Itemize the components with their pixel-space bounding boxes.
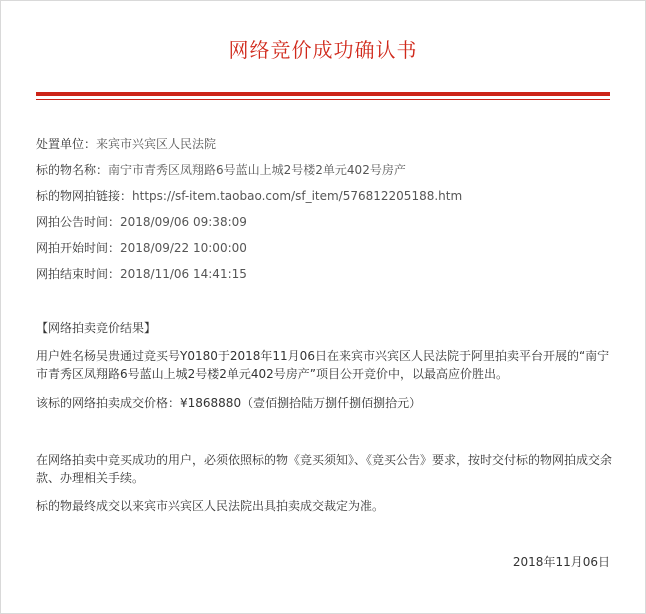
disposal-unit-value: 来宾市兴宾区人民法院 — [96, 137, 217, 151]
announce-time-row — [36, 213, 247, 231]
notice-paragraph: 在网络拍卖中竞买成功的用户，必须依照标的物《竞买须知》、《竞买公告》要求，按时交付标的物网拍成交余款、办理相关手续。 — [36, 453, 613, 485]
page-title: 网络竞价成功确认书 — [228, 38, 418, 62]
title-divider-thick — [36, 92, 610, 96]
end-time-label: 网拍结束时间： — [36, 267, 121, 281]
title-divider-thin — [36, 99, 610, 100]
auction-link-label: 标的物网拍链接： — [36, 189, 133, 203]
document-date: 2018年11月06日 — [512, 555, 610, 569]
start-time-label: 网拍开始时间： — [36, 241, 121, 255]
announce-time-label: 网拍公告时间： — [36, 215, 121, 229]
start-time-row — [36, 239, 247, 257]
start-time-value: 2018/09/22 10:00:00 — [120, 241, 247, 255]
result-section-heading: 【网络拍卖竞价结果】 — [36, 321, 157, 335]
disposal-unit-label: 处置单位： — [36, 137, 97, 151]
end-time-value: 2018/11/06 14:41:15 — [120, 267, 247, 281]
auction-link-row — [36, 187, 462, 205]
announce-time-value: 2018/09/06 09:38:09 — [120, 215, 247, 229]
final-ruling-note: 标的物最终成交以来宾市兴宾区人民法院出具拍卖成交裁定为准。 — [36, 499, 385, 513]
disposal-unit-row — [36, 135, 216, 153]
result-paragraph: 用户姓名杨吴贵通过竞买号Y0180于2018年11月06日在来宾市兴宾区人民法院于阿里拍卖平台开展的“南宁市青秀区凤翔路6号蓝山上城2号楼2单元402号房产”项目公开竞价中，以最高应价胜出。 — [36, 349, 610, 381]
final-price-line: 该标的网络拍卖成交价格：¥1868880（壹佰捌拾陆万捌仟捌佰捌拾元） — [36, 396, 422, 410]
auction-link-value[interactable]: https://sf-item.taobao.com/sf_item/576812205188.htm — [132, 189, 463, 203]
subject-name-label: 标的物名称： — [36, 163, 109, 177]
subject-name-value: 南宁市青秀区凤翔路6号蓝山上城2号楼2单元402号房产 — [108, 163, 406, 177]
subject-name-row — [36, 161, 406, 179]
end-time-row — [36, 265, 247, 283]
